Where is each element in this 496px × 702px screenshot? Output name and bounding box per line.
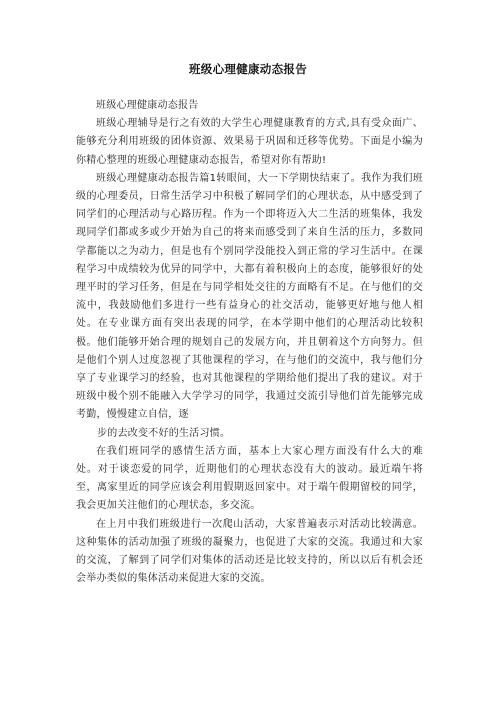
paragraph-emotional-life: 在我们班同学的感情生活方面，基本上大家心理方面没有什么大的难处。对于谈恋爱的同学，近期他们的心理状态没有大的波动。最近端午将至，离家里近的同学应该会利用假期返回家中。对于端午假期留校的同学，我会更加关注他们的心理状态，多交流。 [76, 445, 423, 512]
paragraph-activity: 在上月中我们班级进行一次爬山活动，大家普遍表示对活动比较满意。这种集体的活动加强了班级的凝聚力，也促进了大家的交流。我通过和大家的交流，了解到了同学们对集体的活动还是比较支持的，所以以后有机会还会举办类似的集体活动来促进大家的交流。 [76, 518, 423, 585]
paragraph-heading: 班级心理健康动态报告 [96, 100, 199, 111]
paragraph-continuation: 步的去改变不好的生活习惯。 [97, 427, 231, 439]
paragraph-report-1: 班级心理健康动态报告篇1转眼间，大一下学期快结束了。我作为我们班级的心理委员，日常生活学习中积极了解同学们的心理状态，从中感受到了同学们的心理活动与心路历程。作为一个即将迈入大二生活的班集体，我发现同学们都或多或少开始为自己的将来而感受到了来自生活的压力，多数同学都能以之为动力，但是也有个别同学没能投入到正常的学习生活中。在课程学习中成绩较为优异的同学中，大都有着积极向上的态度，能够很好的处理平时的学习任务，但是在与同学相处交往的方面略有不足。在与他们的交流中，我鼓励他们多进行一些有益身心的社交活动，能够更好地与他人相处。在专业课方面有突出表现的同学，在本学期中他们的心理活动比较积极。他们能够开始合理的规划自己的发展方向，并且朝着这个方向努力。但是他们个别人过度忽视了其他课程的学习，在与他们的交流中，我与他们分享了专业课学习的经验，也对其他课程的学期给他们提出了我的建议。对于班级中极个别不能融入大学学习的同学，我通过交流引导他们首先能够完成考勤，慢慢建立自信，逐 [76, 172, 423, 421]
paragraph-intro: 班级心理辅导是行之有效的大学生心理健康教育的方式,具有受众面广、能够充分利用班级的团体资源、效果易于巩固和迁移等优势。下面是小编为你精心整理的班级心理健康动态报告，希望对你有帮助! [76, 118, 423, 166]
document-title: 班级心理健康动态报告 [189, 62, 307, 76]
document-body [76, 97, 423, 588]
